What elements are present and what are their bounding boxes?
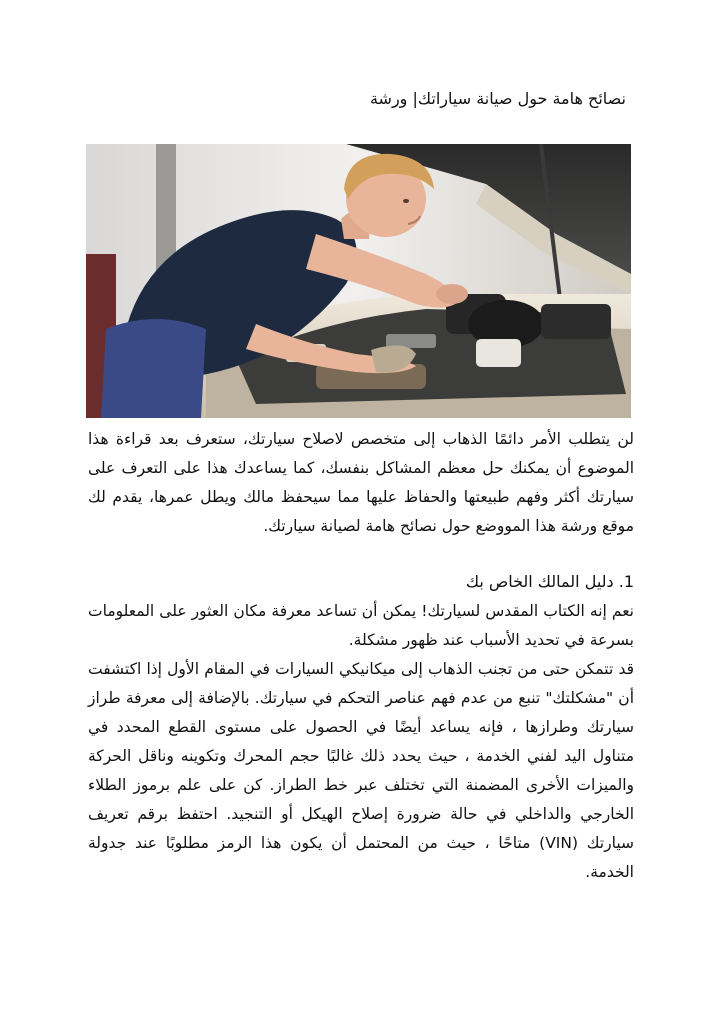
mechanic-photo: [86, 144, 631, 418]
section-heading: 1. دليل المالك الخاص بك: [465, 572, 634, 591]
intro-paragraph: لن يتطلب الأمر دائمًا الذهاب إلى متخصص لاصلاح سيارتك، ستعرف بعد قراءة هذا الموضوع أن يمكنك حل معظم المشاكل بنفسك، كما يساعدك هذا على التعرف على سيارتك أكثر وفهم طبيعتها والحفاظ عليها مما سيحفظ مالك ويطل عمرها، يقدم لك موقع ورشة هذا المووضع حول نصائح هامة لصيانة سيارتك.: [88, 430, 634, 535]
mechanic-image: [86, 144, 631, 418]
page-title: نصائح هامة حول صيانة سياراتك| ورشة: [369, 89, 626, 108]
section-paragraph: نعم إنه الكتاب المقدس لسيارتك! يمكن أن تساعد معرفة مكان العثور على المعلومات بسرعة في تحديد الأسباب عند ظهور مشكلة.: [88, 602, 634, 649]
section-paragraph: قد تتمكن حتى من تجنب الذهاب إلى ميكانيكي السيارات في المقام الأول إذا اكتشفت أن "مشكلتك" تنبع من عدم فهم عناصر التحكم في سيارتك. بالإضافة إلى معرفة طراز سيارتك وطرازها ، فإنه يساعد أيضًا في الحصول على مستوى القطع المحدد في متناول اليد لفني الخدمة ، حيث يحدد ذلك غالبًا حجم المحرك وتكوينه وناقل الحركة والميزات الأخرى المضمنة التي تختلف عبر خط الطراز. كن على علم برموز الطلاء الخارجي والداخلي في حالة ضرورة إصلاح الهيكل أو التنجيد. احتفظ برقم تعريف سيارتك (VIN) متاحًا ، حيث من المحتمل أن يكون هذا الرمز مطلوبًا عند جدولة الخدمة.: [88, 660, 634, 881]
